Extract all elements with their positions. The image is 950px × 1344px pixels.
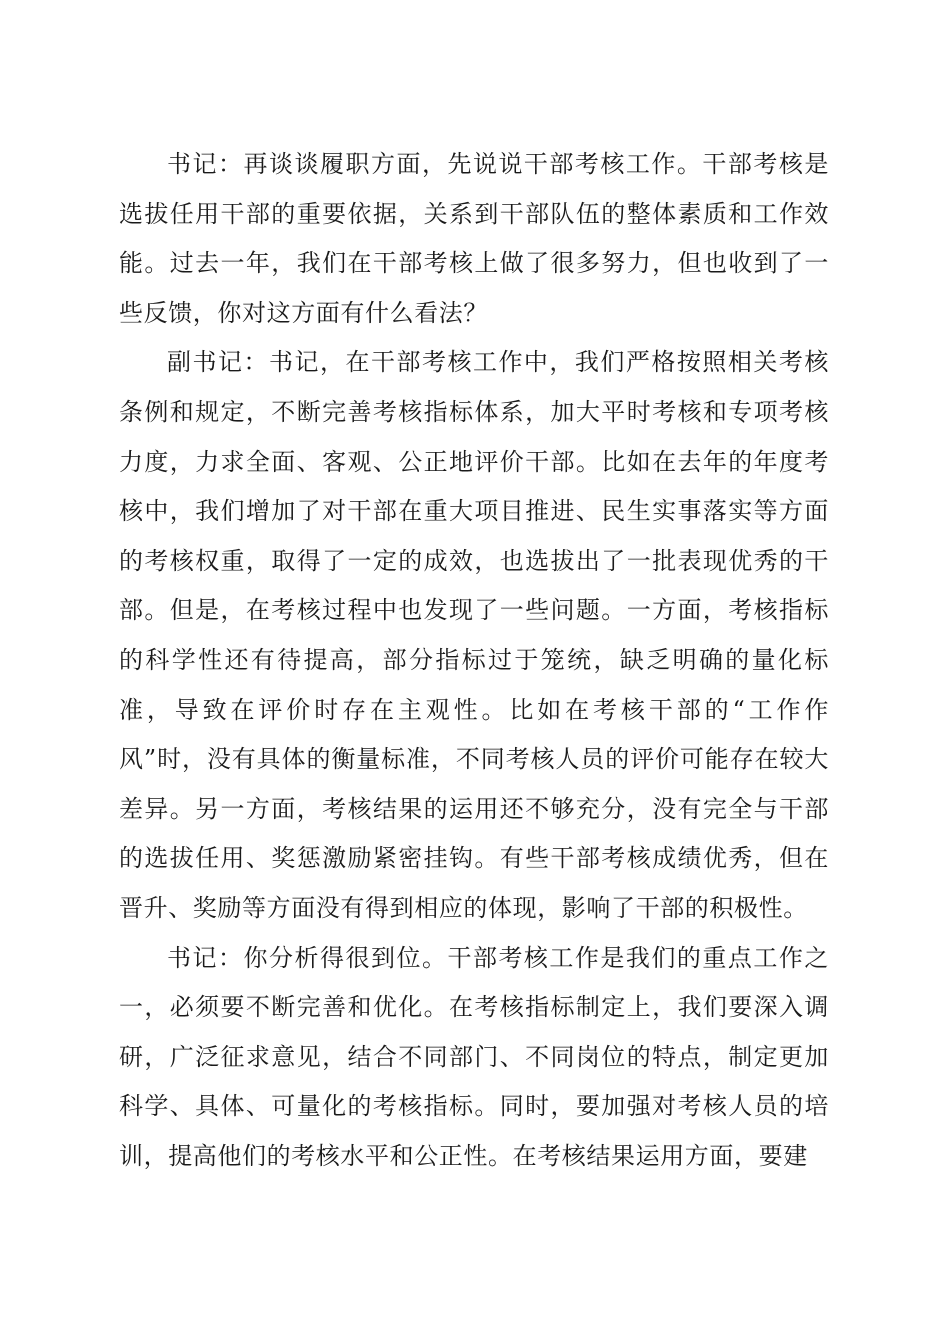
paragraph-secretary-response: 书记：你分析得很到位。干部考核工作是我们的重点工作之一，必须要不断完善和优化。在考核指标制定上，我们要深入调研，广泛征求意见，结合不同部门、不同岗位的特点，制定更加科学、具体、可量化的考核指标。同时，要加强对考核人员的培训，提高他们的考核水平和公正性。在考核结果运用方面，要建	[119, 943, 829, 1170]
paragraph-secretary-question: 书记：再谈谈履职方面，先说说干部考核工作。干部考核是选拔任用干部的重要依据，关系到干部队伍的整体素质和工作效能。过去一年，我们在干部考核上做了很多努力，但也收到了一些反馈，你对这方面有什么看法？	[119, 150, 829, 327]
document-body	[119, 140, 829, 1181]
paragraph-deputy-secretary-reply: 副书记：书记，在干部考核工作中，我们严格按照相关考核条例和规定，不断完善考核指标体系，加大平时考核和专项考核力度，力求全面、客观、公正地评价干部。比如在去年的年度考核中，我们增加了对干部在重大项目推进、民生实事落实等方面的考核权重，取得了一定的成效，也选拔出了一批表现优秀的干部。但是，在考核过程中也发现了一些问题。一方面，考核指标的科学性还有待提高，部分指标过于笼统，缺乏明确的量化标准，导致在评价时存在主观性。比如在考核干部的“工作作风”时，没有具体的衡量标准，不同考核人员的评价可能存在较大差异。另一方面，考核结果的运用还不够充分，没有完全与干部的选拔任用、奖惩激励紧密挂钩。有些干部考核成绩优秀，但在晋升、奖励等方面没有得到相应的体现，影响了干部的积极性。	[119, 348, 829, 922]
